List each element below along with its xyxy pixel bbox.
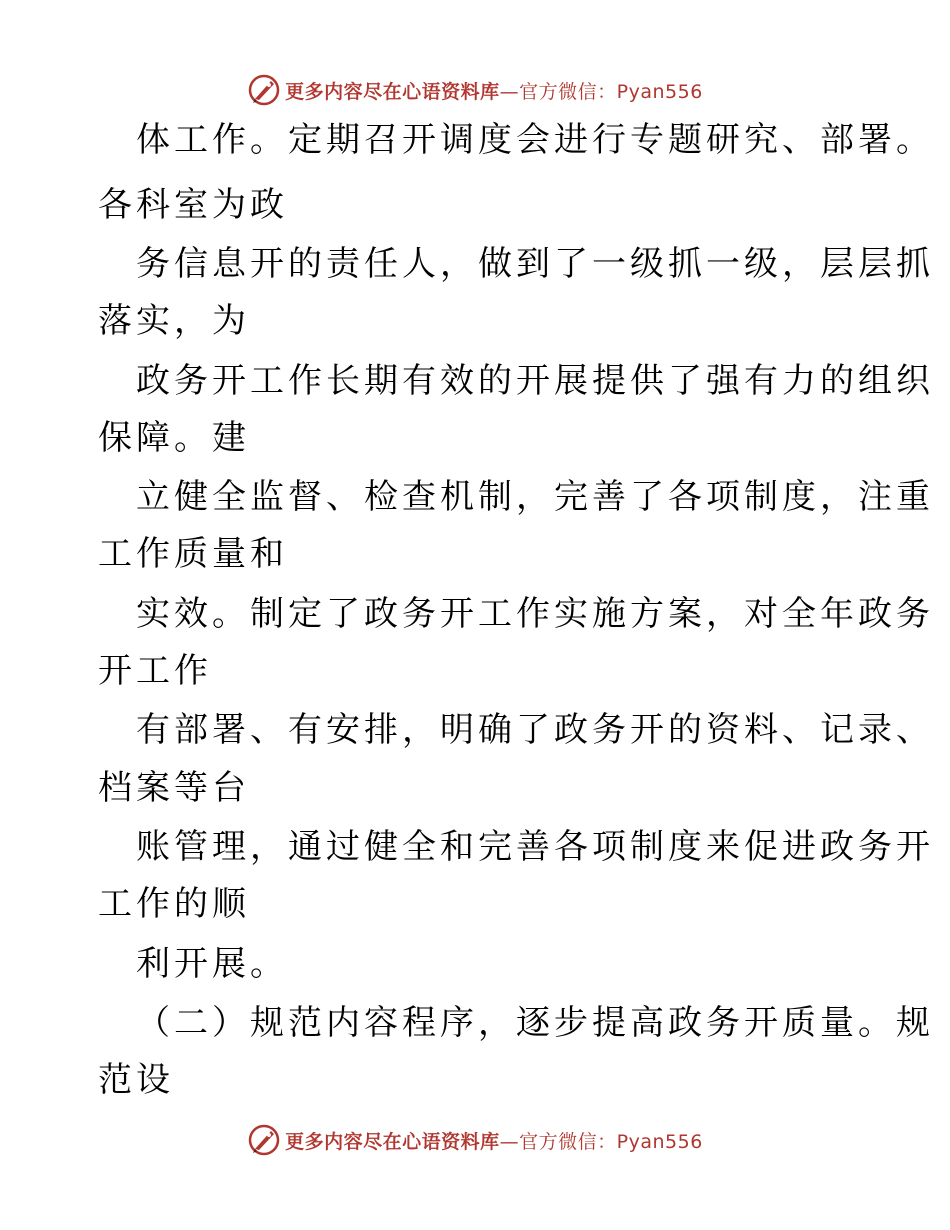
text-line: 落实，为 [98, 301, 250, 341]
banner-text [285, 1127, 703, 1154]
banner-brand: 更多内容尽在心语资料库 [285, 80, 500, 103]
text-line: 各科室为政 [98, 185, 288, 225]
banner-separator: — [499, 1130, 520, 1153]
text-line: 政务开工作长期有效的开展提供了强有力的组织 [136, 361, 934, 401]
banner-wechat: 官方微信：Pyan556 [519, 80, 703, 103]
text-line: 实效。制定了政务开工作实施方案，对全年政务 [136, 594, 934, 634]
feather-pen-logo-icon [247, 1123, 281, 1157]
banner-separator: — [499, 80, 520, 103]
text-line: 工作质量和 [98, 534, 288, 574]
text-line: 保障。建 [98, 418, 250, 458]
text-line: 利开展。 [136, 944, 288, 984]
text-line: 体工作。定期召开调度会进行专题研究、部署。 [136, 120, 934, 160]
header-banner [0, 70, 950, 110]
text-line: （二）规范内容程序，逐步提高政务开质量。规 [136, 1003, 934, 1043]
text-line: 档案等台 [98, 768, 250, 808]
text-line: 账管理，通过健全和完善各项制度来促进政务开 [136, 827, 934, 867]
banner-text [285, 77, 703, 104]
banner-brand: 更多内容尽在心语资料库 [285, 1130, 500, 1153]
text-line: 工作的顺 [98, 884, 250, 924]
text-line: 立健全监督、检查机制，完善了各项制度，注重 [136, 477, 934, 517]
text-line: 范设 [98, 1060, 174, 1100]
banner-wechat: 官方微信：Pyan556 [519, 1130, 703, 1153]
text-line: 开工作 [98, 651, 212, 691]
text-line: 有部署、有安排，明确了政务开的资料、记录、 [136, 710, 934, 750]
feather-pen-logo-icon [247, 73, 281, 107]
footer-banner [0, 1120, 950, 1160]
text-line: 务信息开的责任人，做到了一级抓一级，层层抓 [136, 244, 934, 284]
